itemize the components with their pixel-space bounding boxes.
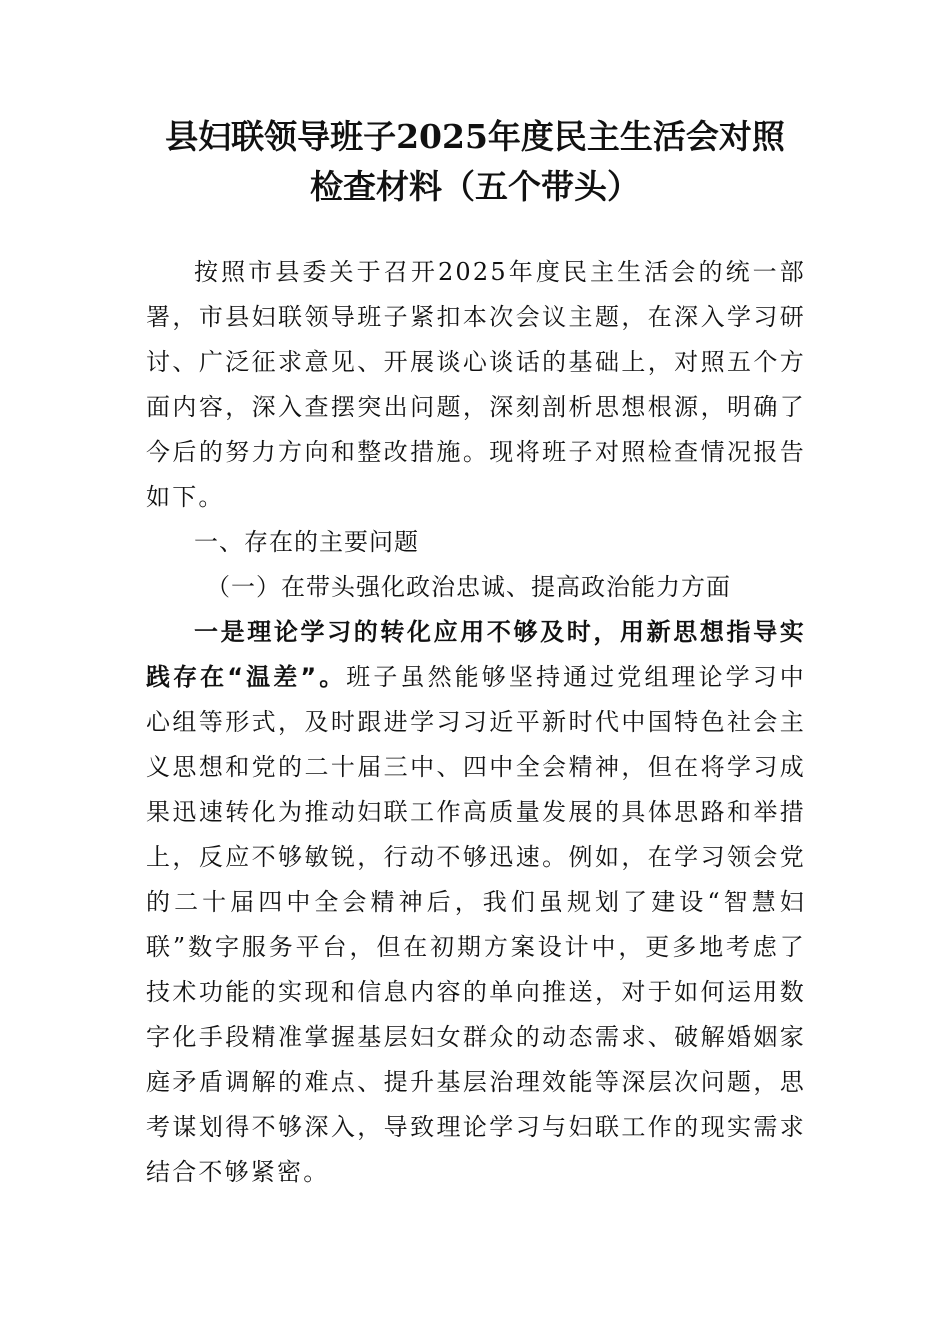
point-lead: 一是理论学习的转化应用不够及时，用新思想指导实践存在“温差”。 (146, 618, 806, 691)
section-heading: 一、存在的主要问题 (194, 528, 419, 556)
document-body (146, 250, 806, 1195)
document-title (140, 112, 810, 212)
title-line-1: 县妇联领导班子2025年度民主生活会对照 (165, 117, 785, 156)
point-body: 班子虽然能够坚持通过党组理论学习中心组等形式，及时跟进学习习近平新时代中国特色社会主义思想和党的二十届三中、四中全会精神，但在将学习成果迅速转化为推动妇联工作高质量发展的具体思路和举措上，反应不够敏锐，行动不够迅速。例如，在学习领会党的二十届四中全会精神后，我们虽规划了建设“智慧妇联”数字服务平台，但在初期方案设计中，更多地考虑了技术功能的实现和信息内容的单向推送，对于如何运用数字化手段精准掌握基层妇女群众的动态需求、破解婚姻家庭矛盾调解的难点、提升基层治理效能等深层次问题，思考谋划得不够深入，导致理论学习与妇联工作的现实需求结合不够紧密。 (146, 663, 806, 1186)
title-line-2: 检查材料（五个带头） (310, 167, 640, 206)
intro-paragraph: 按照市县委关于召开2025年度民主生活会的统一部署，市县妇联领导班子紧扣本次会议主题，在深入学习研讨、广泛征求意见、开展谈心谈话的基础上，对照五个方面内容，深入查摆突出问题，深刻剖析思想根源，明确了今后的努力方向和整改措施。现将班子对照检查情况报告如下。 (146, 258, 806, 511)
subsection-heading: （一）在带头强化政治忠诚、提高政治能力方面 (206, 573, 731, 601)
point-paragraph (146, 610, 806, 1195)
